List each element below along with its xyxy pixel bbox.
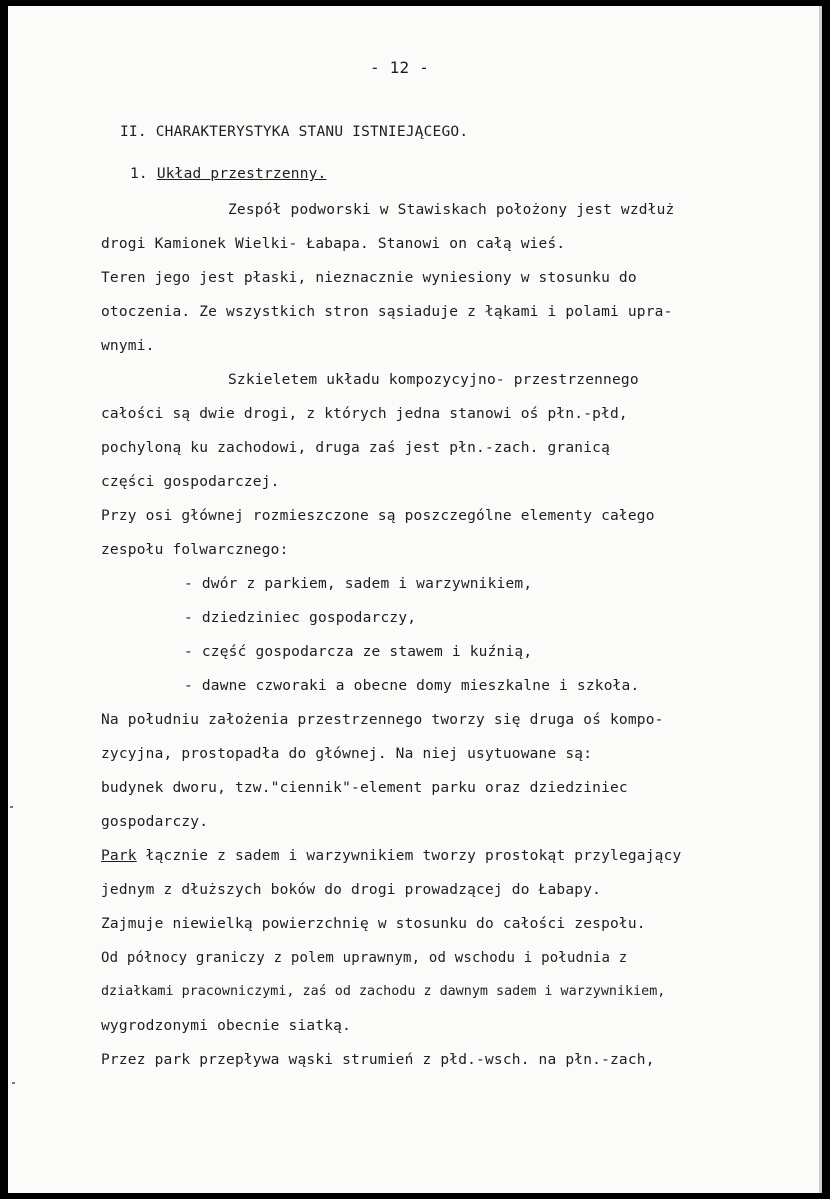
- paper-speck: [10, 806, 13, 808]
- text-line: Przy osi głównej rozmieszczone są poszczególne elementy całego: [101, 508, 655, 524]
- text-line: drogi Kamionek Wielki- Łabapa. Stanowi on całą wieś.: [101, 236, 566, 252]
- subsection-heading: [130, 166, 326, 182]
- text-line: Na południu założenia przestrzennego tworzy się druga oś kompo-: [101, 712, 664, 728]
- text-line: Zajmuje niewielką powierzchnię w stosunku do całości zespołu.: [101, 916, 646, 932]
- text-line: Od północy graniczy z polem uprawnym, od wschodu i południa z: [101, 950, 628, 966]
- text-line: zespołu folwarcznego:: [101, 542, 289, 558]
- text-line: części gospodarczej.: [101, 474, 280, 490]
- text-line: Zespół podworski w Stawiskach położony jest wzdłuż: [228, 202, 675, 218]
- subsection-number: 1.: [130, 166, 148, 182]
- document-page: [8, 6, 822, 1193]
- park-word: Park: [101, 848, 137, 864]
- text-line: Przez park przepływa wąski strumień z płd.-wsch. na płn.-zach,: [101, 1052, 655, 1068]
- page-edge: [819, 6, 822, 1193]
- text-line: budynek dworu, tzw."ciennik"-element parku oraz dziedziniec: [101, 780, 628, 796]
- list-item: - dziedziniec gospodarczy,: [184, 610, 417, 626]
- page-number: - 12 -: [370, 58, 429, 77]
- text-line: wygrodzonymi obecnie siatką.: [101, 1018, 352, 1034]
- text-line: gospodarczy.: [101, 814, 209, 830]
- text-line: Szkieletem układu kompozycyjno- przestrzennego: [228, 372, 639, 388]
- subsection-title: Układ przestrzenny.: [156, 166, 327, 182]
- text-line: Teren jego jest płaski, nieznacznie wyniesiony w stosunku do: [101, 270, 637, 286]
- text-line: wnymi.: [101, 338, 155, 354]
- text-line: pochyloną ku zachodowi, druga zaś jest płn.-zach. granicą: [101, 440, 610, 456]
- paper-speck: [12, 1082, 15, 1084]
- text-line: jednym z dłuższych boków do drogi prowadzącej do Łabapy.: [101, 882, 602, 898]
- text-line: [101, 848, 681, 864]
- section-heading: II. CHARAKTERYSTYKA STANU ISTNIEJĄCEGO.: [120, 124, 469, 140]
- text-line: otoczenia. Ze wszystkich stron sąsiaduje z łąkami i polami upra-: [101, 304, 673, 320]
- text-line-rest: łącznie z sadem i warzywnikiem tworzy prostokąt przylegający: [145, 848, 682, 864]
- list-item: - dawne czworaki a obecne domy mieszkalne i szkoła.: [184, 678, 640, 694]
- text-line: działkami pracowniczymi, zaś od zachodu z dawnym sadem i warzywnikiem,: [101, 984, 666, 999]
- text-line: zycyjna, prostopadła do głównej. Na niej usytuowane są:: [101, 746, 593, 762]
- list-item: - część gospodarcza ze stawem i kuźnią,: [184, 644, 533, 660]
- text-line: całości są dwie drogi, z których jedna stanowi oś płn.-płd,: [101, 406, 628, 422]
- list-item: - dwór z parkiem, sadem i warzywnikiem,: [184, 576, 533, 592]
